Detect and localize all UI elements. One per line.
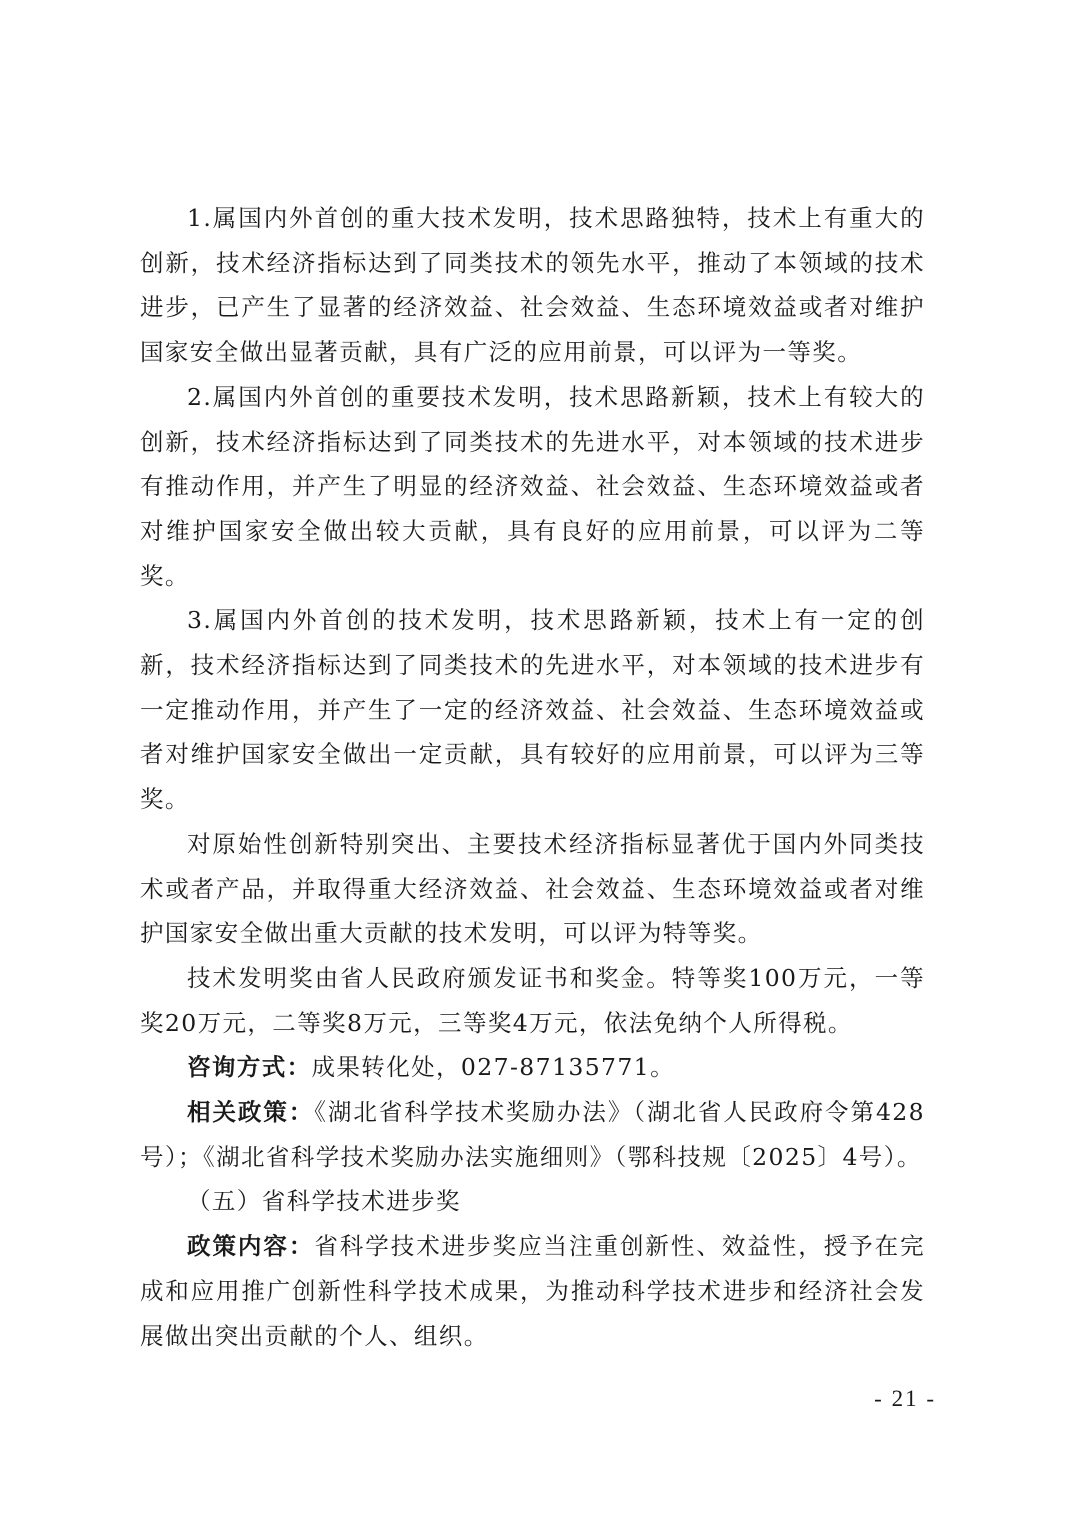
policy-label: 相关政策：: [187, 1098, 315, 1127]
policy-text: 《湖北省科学技术奖励办法》（湖北省人民政府令第428号）；《湖北省科学技术奖励办法实施细则》（鄂科技规〔2025〕4号）。: [140, 1098, 926, 1171]
award-criteria-third-prize: 3.属国内外首创的技术发明，技术思路新颖，技术上有一定的创新，技术经济指标达到了同类技术的先进水平，对本领域的技术进步有一定推动作用，并产生了一定的经济效益、社会效益、生态环境效益或者对维护国家安全做出一定贡献，具有较好的应用前景，可以评为三等奖。: [140, 606, 925, 814]
award-criteria-second-prize: 2.属国内外首创的重要技术发明，技术思路新颖，技术上有较大的创新，技术经济指标达到了同类技术的先进水平，对本领域的技术进步有推动作用，并产生了明显的经济效益、社会效益、生态环境效益或者对维护国家安全做出较大贡献，具有良好的应用前景，可以评为二等奖。: [140, 382, 925, 590]
policy-content-text: 省科学技术进步奖应当注重创新性、效益性，授予在完成和应用推广创新性科学技术成果，为推动科学技术进步和经济社会发展做出突出贡献的个人、组织。: [140, 1232, 925, 1350]
award-prize-money: 技术发明奖由省人民政府颁发证书和奖金。特等奖100万元，一等奖20万元，二等奖8万元，三等奖4万元，依法免纳个人所得税。: [140, 963, 925, 1037]
consult-text: 成果转化处，027-87135771。: [311, 1053, 676, 1082]
award-criteria-special-prize: 对原始性创新特别突出、主要技术经济指标显著优于国内外同类技术或者产品，并取得重大经济效益、社会效益、生态环境效益或者对维护国家安全做出重大贡献的技术发明，可以评为特等奖。: [140, 829, 925, 948]
page-number: - 21 -: [874, 1386, 936, 1411]
section-heading: （五）省科学技术进步奖: [187, 1187, 461, 1216]
page-body: [140, 196, 925, 1358]
related-policy: [140, 1090, 925, 1179]
consult-label: 咨询方式：: [187, 1053, 312, 1082]
award-criteria-first-prize: 1.属国内外首创的重大技术发明，技术思路独特，技术上有重大的创新，技术经济指标达到了同类技术的领先水平，推动了本领域的技术进步，已产生了显著的经济效益、社会效益、生态环境效益或者对维护国家安全做出显著贡献，具有广泛的应用前景，可以评为一等奖。: [140, 204, 925, 367]
consult-contact: [140, 1045, 925, 1090]
policy-content: [140, 1224, 925, 1358]
policy-content-label: 政策内容：: [187, 1232, 315, 1261]
